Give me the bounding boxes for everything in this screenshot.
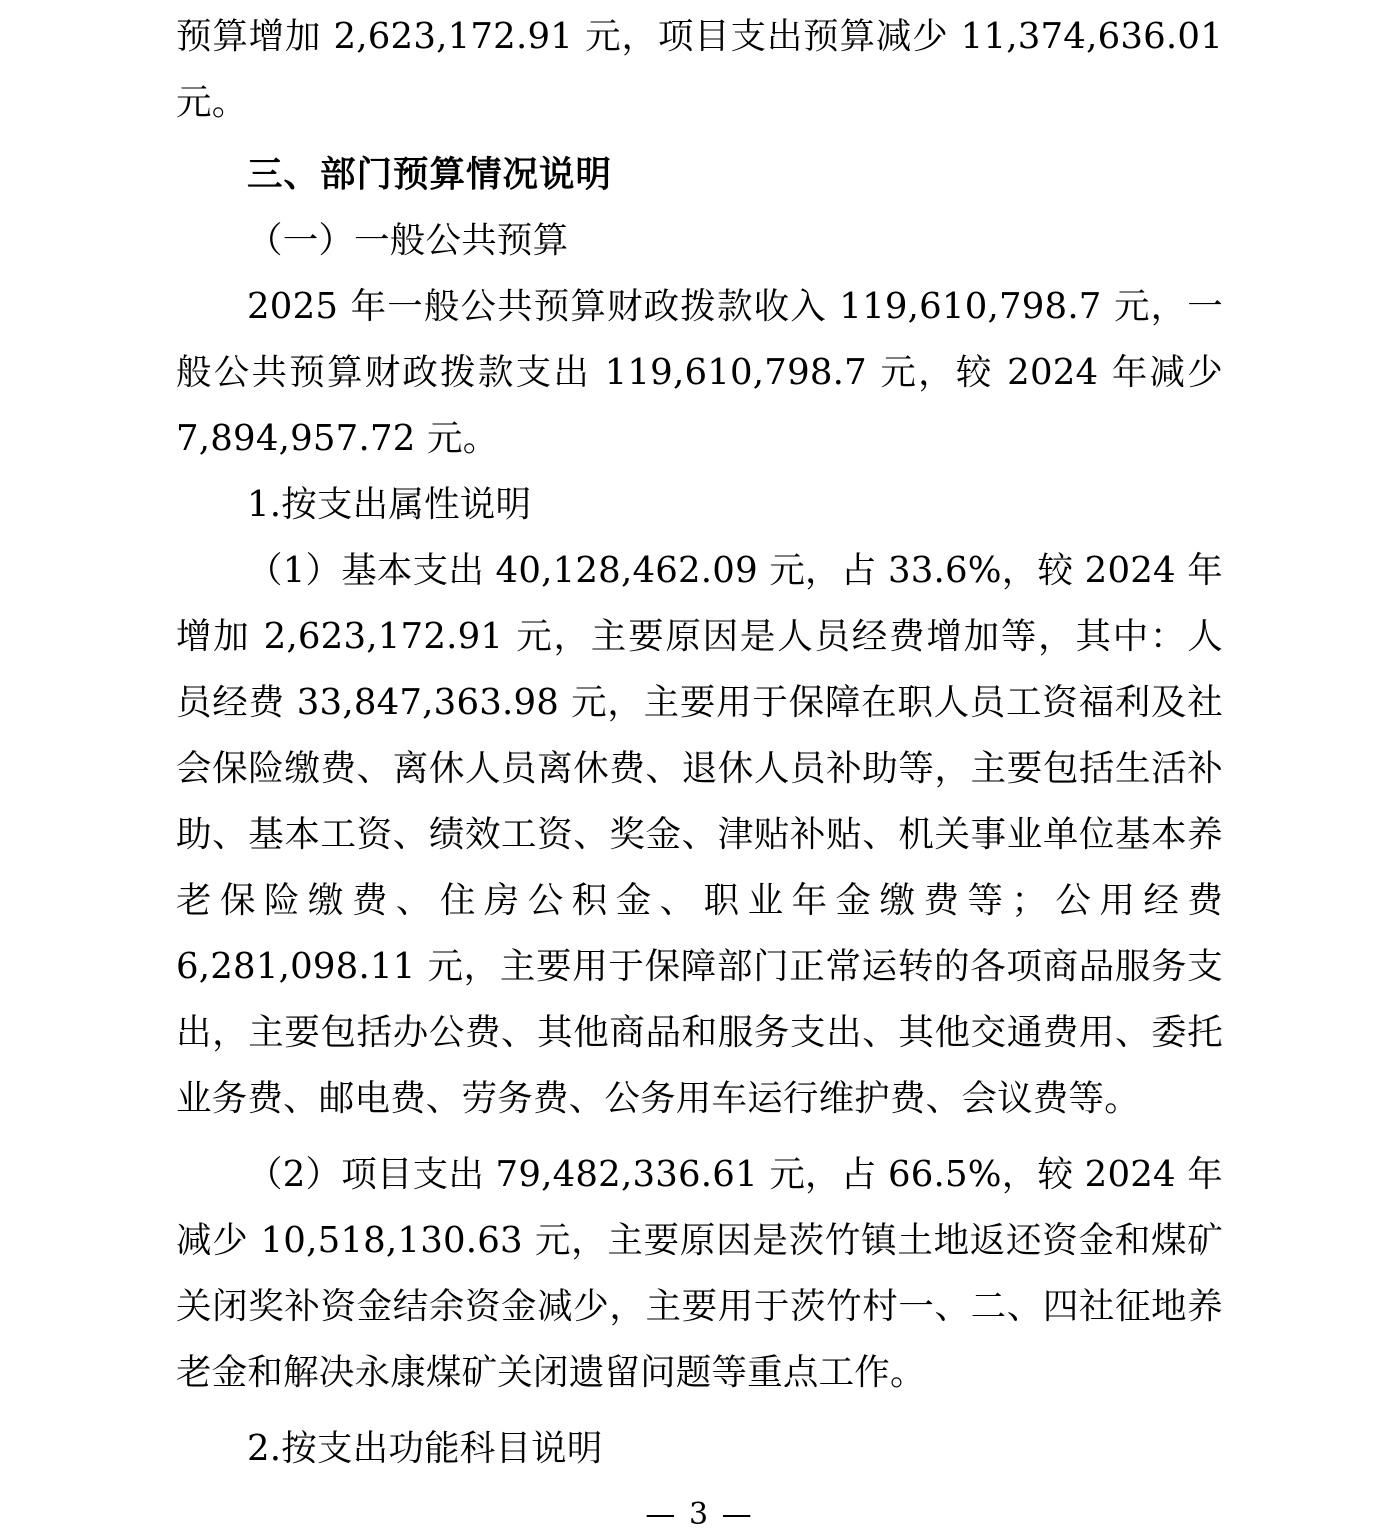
paragraph-project-expenditure: （2）项目支出 79,482,336.61 元，占 66.5%，较 2024 年减少 10,518,130.63 元，主要原因是茨竹镇土地返还资金和煤矿关闭奖补资金结余资金减少，主要用于茨竹村一、二、四社征地养老金和解决永康煤矿关闭遗留问题等重点工作。 [176,1154,1223,1393]
subsection-heading-general-public-budget: （一）一般公共预算 [247,220,569,261]
document-body [176,0,1223,1482]
list-heading-by-expenditure-attribute: 1.按支出属性说明 [247,484,532,525]
list-heading-by-function-subject: 2.按支出功能科目说明 [247,1428,603,1469]
paragraph-basic-expenditure: （1）基本支出 40,128,462.09 元，占 33.6%，较 2024 年增加 2,623,172.91 元，主要原因是人员经费增加等，其中：人员经费 33,847,363.98 元，主要用于保障在职人员工资福利及社会保险缴费、离休人员离休费、退休人员补助等，主要包括生活补助、基本工资、绩效工资、奖金、津贴补贴、机关事业单位基本养老保险缴费、住房公积金、职业年金缴费等；公用经费 6,281,098.11 元，主要用于保障部门正常运转的各项商品服务支出，主要包括办公费、其他商品和服务支出、其他交通费用、委托业务费、邮电费、劳务费、公务用车运行维护费、会议费等。 [176,550,1223,1119]
section-heading-budget-explanation: 三、部门预算情况说明 [247,154,613,195]
spacer [176,1406,1223,1416]
paragraph-continuation: 预算增加 2,623,172.91 元，项目支出预算减少 11,374,636.01 元。 [176,16,1223,123]
spacer [176,1132,1223,1142]
page-number: — 3 — [645,1497,754,1532]
paragraph-general-budget-figures: 2025 年一般公共预算财政拨款收入 119,610,798.7 元，一般公共预算财政拨款支出 119,610,798.7 元，较 2024 年减少 7,894,957.72 元。 [176,286,1223,459]
